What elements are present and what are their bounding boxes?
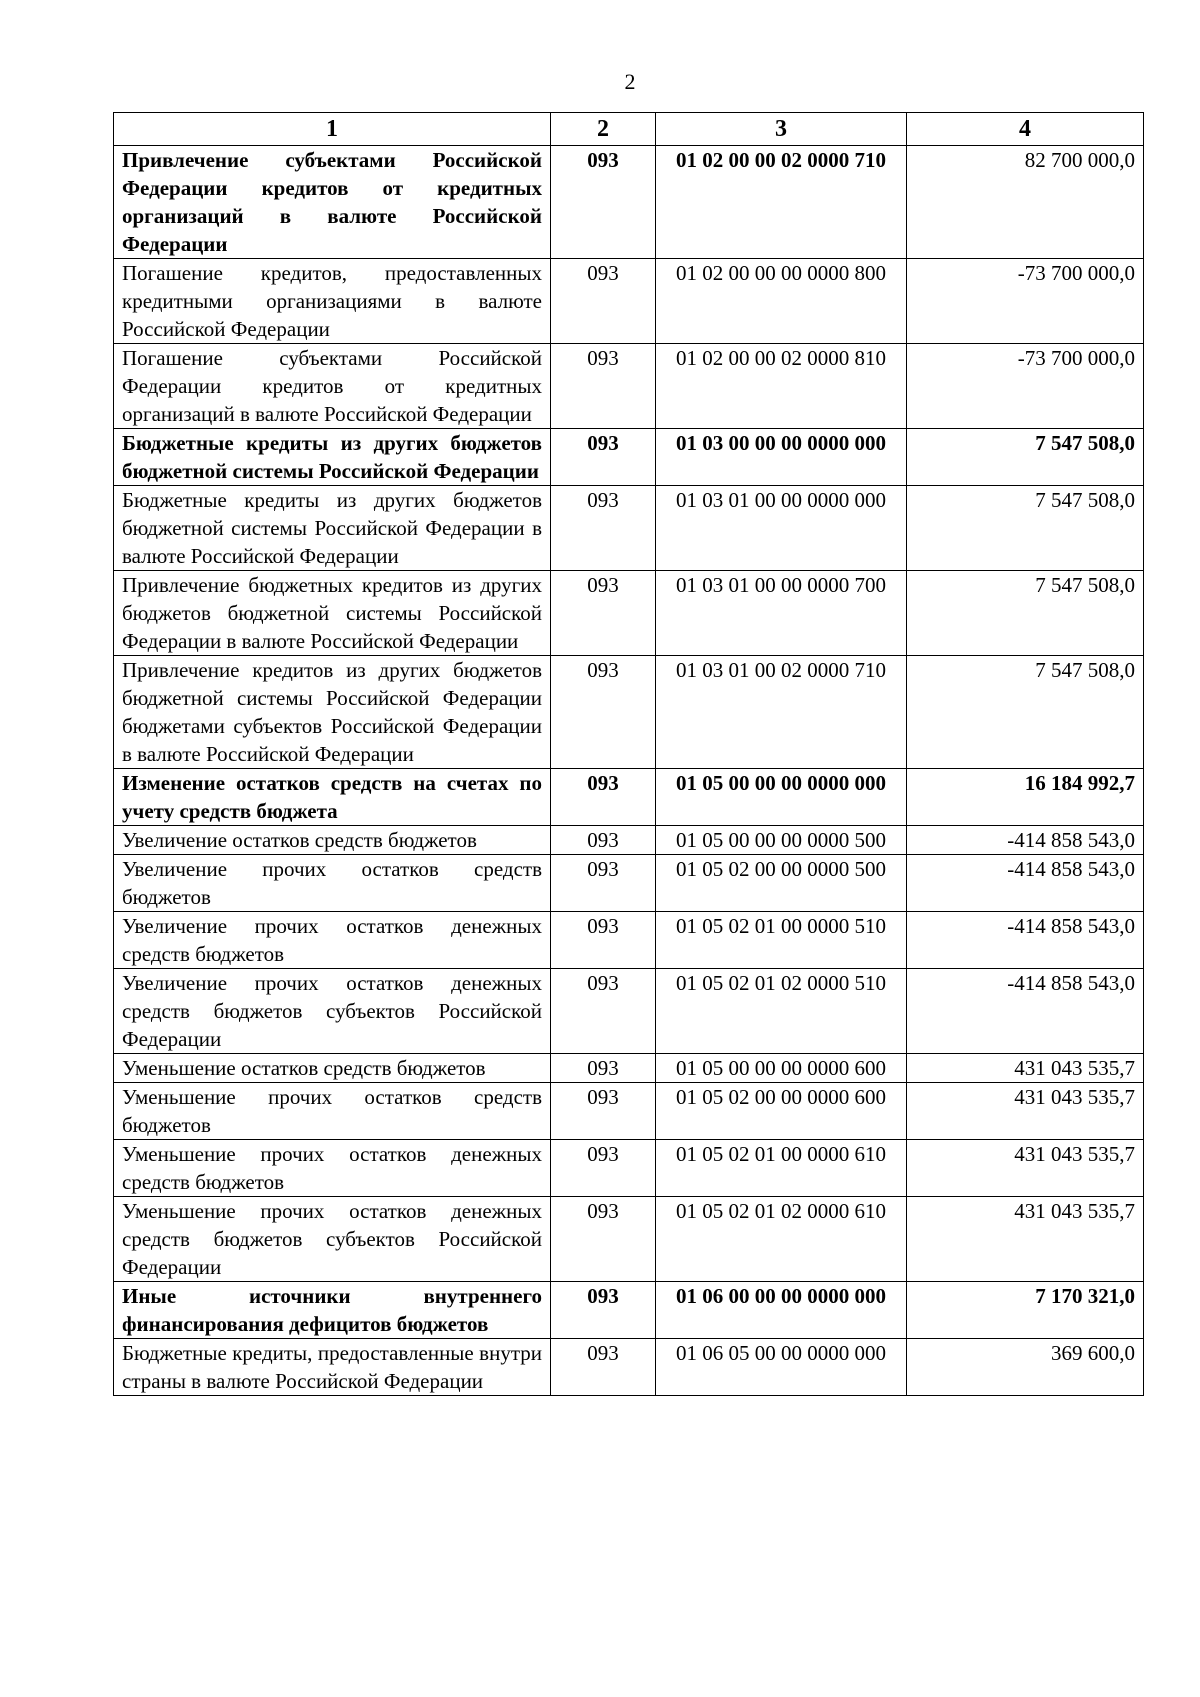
row-name-cell: Уменьшение остатков средств бюджетов: [114, 1054, 551, 1083]
row-amount-cell: 431 043 535,7: [907, 1197, 1144, 1282]
row-name-cell: Увеличение прочих остатков средств бюджетов: [114, 855, 551, 912]
column-header-2: 2: [551, 113, 656, 146]
row-admin-code-cell: 093: [551, 1339, 656, 1396]
row-classification-code-cell: 01 02 00 00 02 0000 810: [656, 344, 907, 429]
row-amount-cell: -73 700 000,0: [907, 344, 1144, 429]
row-classification-code-cell: 01 05 02 00 00 0000 600: [656, 1083, 907, 1140]
row-admin-code-cell: 093: [551, 656, 656, 769]
row-name-cell: Бюджетные кредиты из других бюджетов бюджетной системы Российской Федерации: [114, 429, 551, 486]
row-classification-code-cell: 01 03 00 00 00 0000 000: [656, 429, 907, 486]
row-name-cell: Уменьшение прочих остатков денежных средств бюджетов: [114, 1140, 551, 1197]
table-row: [114, 855, 1144, 912]
table-row: [114, 912, 1144, 969]
row-admin-code-cell: 093: [551, 429, 656, 486]
column-header-3: 3: [656, 113, 907, 146]
row-amount-cell: -73 700 000,0: [907, 259, 1144, 344]
row-admin-code-cell: 093: [551, 1083, 656, 1140]
row-classification-code-cell: 01 05 02 01 00 0000 610: [656, 1140, 907, 1197]
row-admin-code-cell: 093: [551, 769, 656, 826]
row-amount-cell: 431 043 535,7: [907, 1083, 1144, 1140]
row-name-cell: Изменение остатков средств на счетах по учету средств бюджета: [114, 769, 551, 826]
row-name-cell: Привлечение кредитов из других бюджетов бюджетной системы Российской Федерации бюджетами субъектов Российской Федерации в валюте Российской Федерации: [114, 656, 551, 769]
row-admin-code-cell: 093: [551, 826, 656, 855]
row-name-cell: Иные источники внутреннего финансирования дефицитов бюджетов: [114, 1282, 551, 1339]
row-name-cell: Бюджетные кредиты из других бюджетов бюджетной системы Российской Федерации в валюте Российской Федерации: [114, 486, 551, 571]
table-row: [114, 1054, 1144, 1083]
row-admin-code-cell: 093: [551, 571, 656, 656]
row-name-cell: Увеличение прочих остатков денежных средств бюджетов субъектов Российской Федерации: [114, 969, 551, 1054]
row-amount-cell: 7 547 508,0: [907, 571, 1144, 656]
table-row: [114, 429, 1144, 486]
table-header: [114, 113, 1144, 146]
row-classification-code-cell: 01 05 02 01 00 0000 510: [656, 912, 907, 969]
row-amount-cell: -414 858 543,0: [907, 912, 1144, 969]
page-number: 2: [624, 69, 636, 94]
row-classification-code-cell: 01 05 00 00 00 0000 600: [656, 1054, 907, 1083]
row-amount-cell: 431 043 535,7: [907, 1054, 1144, 1083]
row-admin-code-cell: 093: [551, 259, 656, 344]
table-row: [114, 1197, 1144, 1282]
table-row: [114, 1083, 1144, 1140]
table-body: [114, 146, 1144, 1396]
table-row: [114, 1140, 1144, 1197]
row-classification-code-cell: 01 02 00 00 00 0000 800: [656, 259, 907, 344]
column-header-1: 1: [114, 113, 551, 146]
row-classification-code-cell: 01 05 02 01 02 0000 610: [656, 1197, 907, 1282]
table-row: [114, 1282, 1144, 1339]
row-name-cell: Бюджетные кредиты, предоставленные внутри страны в валюте Российской Федерации: [114, 1339, 551, 1396]
row-classification-code-cell: 01 03 01 00 00 0000 000: [656, 486, 907, 571]
row-admin-code-cell: 093: [551, 344, 656, 429]
table-row: [114, 344, 1144, 429]
row-name-cell: Привлечение субъектами Российской Федерации кредитов от кредитных организаций в валюте Российской Федерации: [114, 146, 551, 259]
row-classification-code-cell: 01 02 00 00 02 0000 710: [656, 146, 907, 259]
row-admin-code-cell: 093: [551, 486, 656, 571]
row-amount-cell: -414 858 543,0: [907, 855, 1144, 912]
row-name-cell: Уменьшение прочих остатков денежных средств бюджетов субъектов Российской Федерации: [114, 1197, 551, 1282]
column-header-4: 4: [907, 113, 1144, 146]
table-row: [114, 769, 1144, 826]
table-row: [114, 146, 1144, 259]
row-classification-code-cell: 01 03 01 00 02 0000 710: [656, 656, 907, 769]
row-name-cell: Погашение кредитов, предоставленных кредитными организациями в валюте Российской Федерации: [114, 259, 551, 344]
row-amount-cell: 7 170 321,0: [907, 1282, 1144, 1339]
row-name-cell: Уменьшение прочих остатков средств бюджетов: [114, 1083, 551, 1140]
row-amount-cell: 7 547 508,0: [907, 486, 1144, 571]
row-amount-cell: 7 547 508,0: [907, 656, 1144, 769]
table-row: [114, 826, 1144, 855]
table-row: [114, 571, 1144, 656]
row-amount-cell: 431 043 535,7: [907, 1140, 1144, 1197]
row-classification-code-cell: 01 05 00 00 00 0000 000: [656, 769, 907, 826]
row-name-cell: Привлечение бюджетных кредитов из других бюджетов бюджетной системы Российской Федерации в валюте Российской Федерации: [114, 571, 551, 656]
row-name-cell: Увеличение остатков средств бюджетов: [114, 826, 551, 855]
row-admin-code-cell: 093: [551, 1197, 656, 1282]
header-row: [114, 113, 1144, 146]
table-row: [114, 656, 1144, 769]
row-admin-code-cell: 093: [551, 1282, 656, 1339]
table-row: [114, 259, 1144, 344]
table-row: [114, 486, 1144, 571]
row-amount-cell: 16 184 992,7: [907, 769, 1144, 826]
row-classification-code-cell: 01 06 00 00 00 0000 000: [656, 1282, 907, 1339]
row-admin-code-cell: 093: [551, 912, 656, 969]
row-classification-code-cell: 01 03 01 00 00 0000 700: [656, 571, 907, 656]
row-admin-code-cell: 093: [551, 855, 656, 912]
table-row: [114, 969, 1144, 1054]
table-row: [114, 1339, 1144, 1396]
row-admin-code-cell: 093: [551, 146, 656, 259]
budget-sources-table: [113, 112, 1144, 1396]
row-classification-code-cell: 01 06 05 00 00 0000 000: [656, 1339, 907, 1396]
row-admin-code-cell: 093: [551, 1054, 656, 1083]
row-admin-code-cell: 093: [551, 969, 656, 1054]
row-classification-code-cell: 01 05 02 01 02 0000 510: [656, 969, 907, 1054]
row-classification-code-cell: 01 05 00 00 00 0000 500: [656, 826, 907, 855]
row-amount-cell: -414 858 543,0: [907, 969, 1144, 1054]
row-classification-code-cell: 01 05 02 00 00 0000 500: [656, 855, 907, 912]
row-amount-cell: 369 600,0: [907, 1339, 1144, 1396]
row-name-cell: Увеличение прочих остатков денежных средств бюджетов: [114, 912, 551, 969]
row-amount-cell: -414 858 543,0: [907, 826, 1144, 855]
row-name-cell: Погашение субъектами Российской Федерации кредитов от кредитных организаций в валюте Российской Федерации: [114, 344, 551, 429]
row-amount-cell: 82 700 000,0: [907, 146, 1144, 259]
row-admin-code-cell: 093: [551, 1140, 656, 1197]
row-amount-cell: 7 547 508,0: [907, 429, 1144, 486]
